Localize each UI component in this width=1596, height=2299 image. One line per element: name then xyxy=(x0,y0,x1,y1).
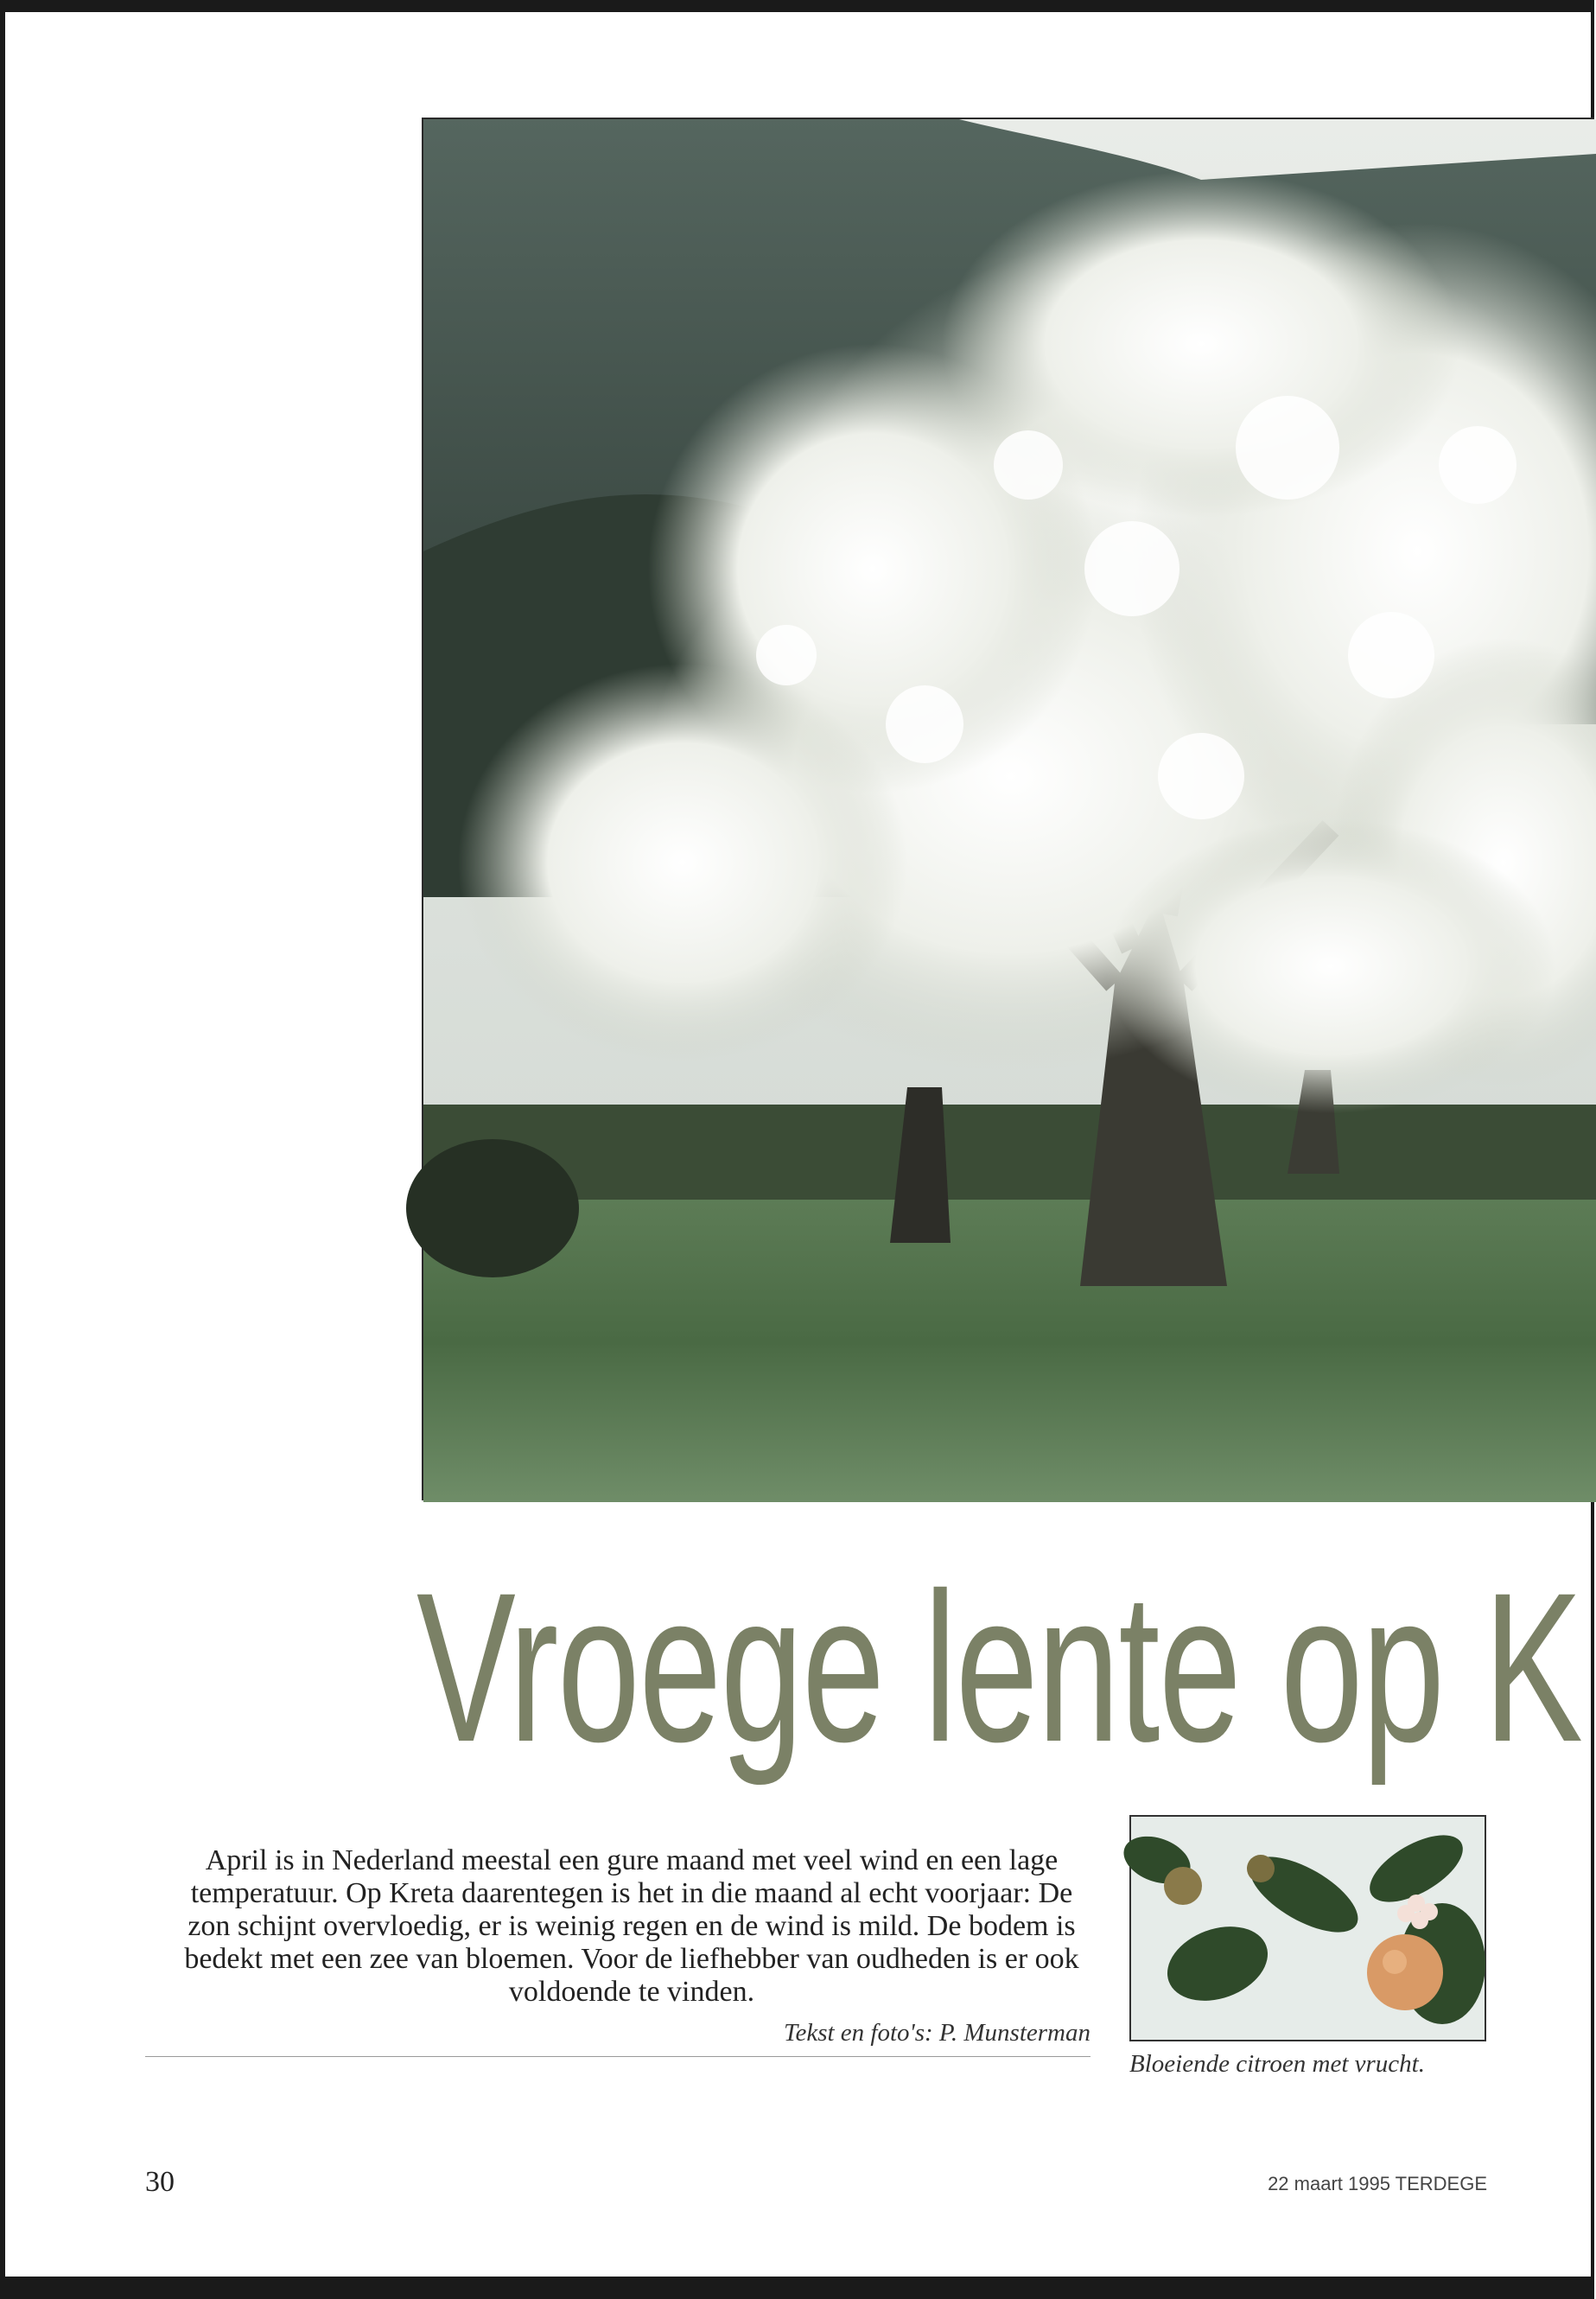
blossom-tree-photo xyxy=(422,118,1594,1500)
article-headline: Vroege lente op K xyxy=(416,1549,1582,1786)
page-number: 30 xyxy=(145,2166,175,2198)
photo-caption: Bloeiende citroen met vrucht. xyxy=(1129,2050,1425,2078)
byline: Tekst en foto's: P. Munsterman xyxy=(783,2019,1090,2047)
issue-date: 22 maart 1995 TERDEGE xyxy=(1268,2173,1487,2194)
lemon-photo xyxy=(1129,1815,1486,2041)
divider-rule xyxy=(145,2056,1090,2057)
article-intro: April is in Nederland meestal een gure maand met veel wind en een lage temperatuur. Op Kreta daarentegen is het in die maand al echt voorjaar: De zon schijnt overvloedig, er is weinig regen en de wind is mild. De bodem is bedekt met een zee van bloemen. Voor de liefhebber van oudheden is er ook voldoende te vinden. xyxy=(184,1844,1079,2008)
headline-area xyxy=(416,1549,1594,1786)
